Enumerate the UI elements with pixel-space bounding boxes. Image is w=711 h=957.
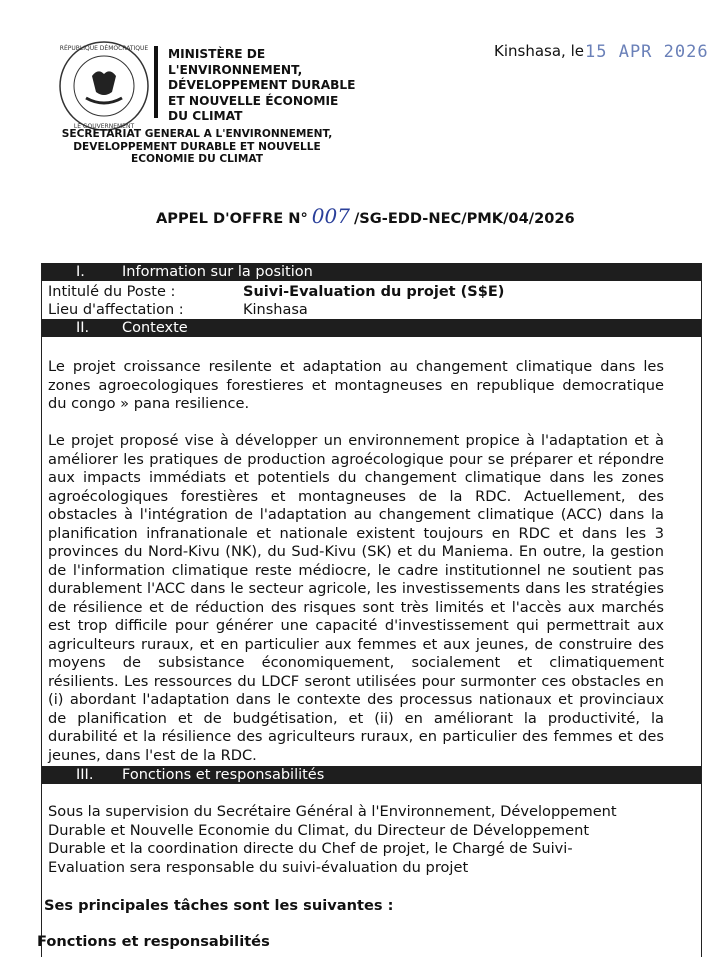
position-place-value: Kinshasa xyxy=(243,302,308,318)
functions-intro: Sous la supervision du Secrétaire Général à l'Environnement, Développement Durable et Nouvelle Economie du Climat, du Directeur de Développement Durable et la coordination directe du Chef de projet, le Chargé de Suivi-Evaluation sera responsable du suivi-évaluation du projet xyxy=(48,803,617,876)
tasks-heading: Ses principales tâches sont les suivantes : xyxy=(44,897,394,914)
ministry-line: MINISTÈRE DE xyxy=(168,47,266,61)
offer-number: 007 xyxy=(311,204,350,228)
date-stamp: 15 APR 2026 xyxy=(585,42,709,62)
position-title-value: Suivi-Evaluation du projet (S$E) xyxy=(243,284,505,300)
position-place-label: Lieu d'affectation : xyxy=(48,302,184,318)
section-bar-2 xyxy=(42,319,701,337)
footer-heading: Fonctions et responsabilités xyxy=(37,933,270,950)
secretariat-name xyxy=(52,128,342,166)
ministry-name xyxy=(168,47,356,125)
secretariat-line: DEVELOPPEMENT DURABLE ET NOUVELLE xyxy=(73,140,321,153)
section-number: I. xyxy=(76,264,85,280)
offer-reference xyxy=(156,204,575,228)
section-number: II. xyxy=(76,320,90,336)
context-paragraph-2: Le projet proposé vise à développer un environnement propice à l'adaptation et à améliorer les pratiques de production agroécologique pour se préparer et répondre aux impacts immédiats et potentiels du changement climatique dans les zones agroécologiques forestières et montagneuses de la RDC. Actuellement, des obstacles à l'intégration de l'adaptation au changement climatique (ACC) dans la planification infranationale et nationale existent toujours en RDC et dans les 3 provinces du Nord-Kivu (NK), du Sud-Kivu (SK) et du Maniema. En outre, la gestion de l'information climatique reste médiocre, le cadre institutionnel ne soutient pas durablement l'ACC dans le secteur agricole, les investissements dans les stratégies de résilience et de réduction des risques sont très limités et l'accès aux marchés est trop difficile pour générer une capacité d'investissement qui permettrait aux agriculteurs ruraux, et en particulier aux femmes et aux jeunes, de construire des moyens de subsistance économiquement, socialement et climatiquement résilients. Les ressources du LDCF seront utilisées pour surmonter ces obstacles en (i) abordant l'adaptation dans le contexte des processus nationaux et provinciaux de planification et de budgétisation, et (ii) en améliorant la productivité, la durabilité et la résilience des agriculteurs ruraux, en particulier des femmes et des jeunes, dans l'est de la RDC. xyxy=(48,432,664,764)
government-seal xyxy=(56,38,152,134)
section-title: Contexte xyxy=(122,320,188,336)
secretariat-line: ECONOMIE DU CLIMAT xyxy=(131,153,263,166)
section-title: Fonctions et responsabilités xyxy=(122,767,325,783)
ministry-line: DÉVELOPPEMENT DURABLE xyxy=(168,78,356,92)
secretariat-line: SECRETARIAT GENERAL A L'ENVIRONNEMENT, xyxy=(61,128,333,140)
position-title-row xyxy=(48,283,504,301)
document-table xyxy=(37,263,702,957)
offer-suffix: /SG-EDD-NEC/PMK/04/2026 xyxy=(353,210,575,227)
position-place-row xyxy=(48,301,308,319)
place-label: Kinshasa, le xyxy=(494,42,584,60)
header-divider xyxy=(154,46,158,118)
svg-text:LE GOUVERNEMENT: LE GOUVERNEMENT xyxy=(73,123,135,130)
ministry-line: L'ENVIRONNEMENT, xyxy=(168,62,303,77)
context-paragraph-1: Le projet croissance resilente et adaptation au changement climatique dans les zones agroecologiques forestieres et montagneuses en republique democratique du congo » pana resilience. xyxy=(48,358,664,412)
ministry-line: DU CLIMAT xyxy=(168,109,243,123)
svg-text:RÉPUBLIQUE DÉMOCRATIQUE: RÉPUBLIQUE DÉMOCRATIQUE xyxy=(59,45,149,52)
ministry-line: ET NOUVELLE ÉCONOMIE xyxy=(168,93,339,108)
section-bar-1 xyxy=(42,263,701,281)
section-title: Information sur la position xyxy=(122,264,313,280)
section-number: III. xyxy=(76,767,94,783)
position-title-label: Intitulé du Poste : xyxy=(48,284,176,300)
section-bar-3 xyxy=(42,766,701,784)
offer-prefix: APPEL D'OFFRE N° xyxy=(156,210,308,227)
